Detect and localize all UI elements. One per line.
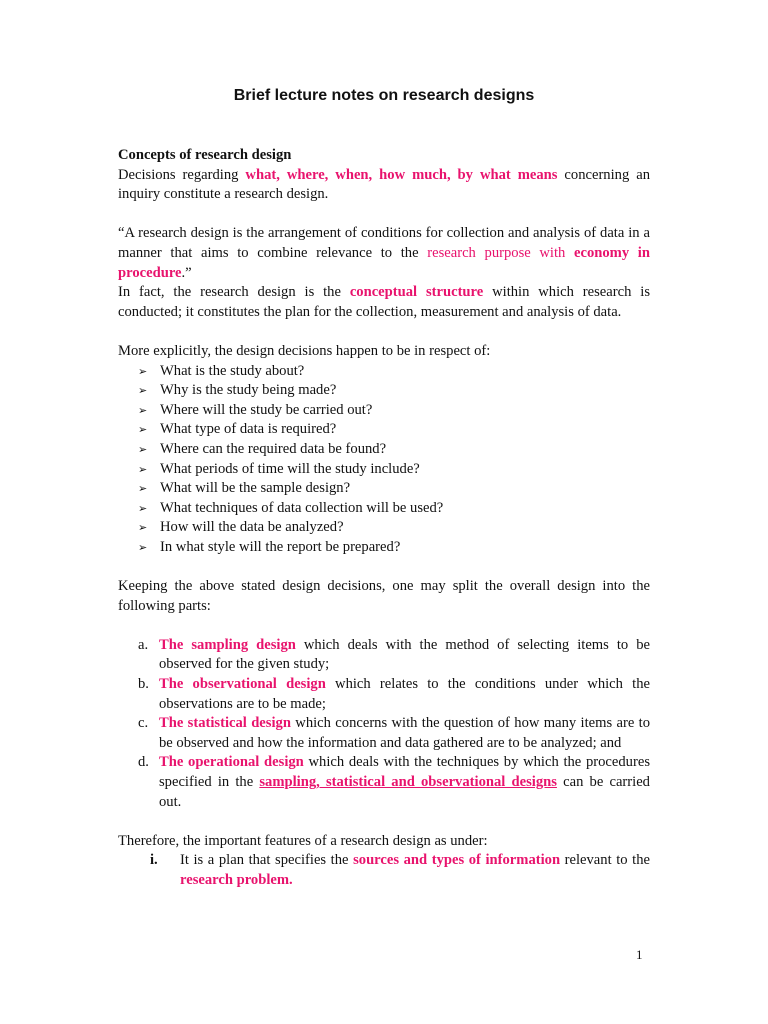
list-item: ➢ What periods of time will the study include? — [138, 460, 650, 480]
split-intro: Keeping the above stated design decisions, one may split the overall design into the following parts: — [118, 578, 650, 614]
list-item: ➢ Where will the study be carried out? — [138, 401, 650, 421]
list-item: b. The observational design which relates to the conditions under which the observations are to be made; — [138, 676, 651, 712]
highlight-designs-underlined: sampling, statistical and observational designs — [259, 774, 557, 790]
document-body — [118, 146, 650, 891]
list-item: i. It is a plan that specifies the sources and types of information relevant to the research problem. — [150, 852, 650, 888]
list-item: a. The sampling design which deals with the method of selecting items to be observed for the given study; — [138, 636, 650, 673]
list-item: ➢ What techniques of data collection will be used? — [138, 499, 650, 519]
design-questions-list — [118, 362, 650, 558]
list-item: ➢ What is the study about? — [138, 362, 650, 382]
list-item: c. The statistical design which concerns with the question of how many items are to be observed and how the information and data gathered are to be analyzed; and — [138, 715, 650, 751]
list-item: ➢ How will the data be analyzed? — [138, 518, 650, 538]
list-item: ➢ Why is the study being made? — [138, 381, 650, 401]
features-intro: Therefore, the important features of a research design as under: — [118, 832, 488, 849]
fact-paragraph: In fact, the research design is the conceptual structure within which research is conducted; it constitutes the plan for the collection, measurement and analysis of data. — [118, 284, 650, 320]
list-item: ➢ Where can the required data be found? — [138, 440, 650, 460]
explicit-intro: More explicitly, the design decisions happen to be in respect of: — [118, 342, 491, 359]
list-item: ➢ What will be the sample design? — [138, 479, 650, 499]
features-list — [118, 851, 650, 890]
highlight-conceptual-structure: conceptual structure — [349, 284, 484, 301]
highlight-decisions: what, where, when, how much, by what means — [245, 166, 558, 183]
highlight-economy: economy in procedure — [118, 244, 650, 281]
section-heading: Concepts of research design — [118, 147, 292, 163]
highlight-research-purpose: research purpose with — [427, 244, 566, 261]
page-number: 1 — [636, 947, 643, 962]
quote-paragraph: “A research design is the arrangement of conditions for collection and analysis of data in a manner that aims to combine relevance to the research purpose with economy in procedure.” — [118, 225, 650, 281]
document-title: Brief lecture notes on research designs — [233, 87, 535, 104]
definition-paragraph: Decisions regarding what, where, when, how much, by what means concerning an inquiry constitute a research design. — [118, 166, 650, 203]
list-item: ➢ In what style will the report be prepared? — [138, 538, 650, 558]
design-parts-list — [118, 636, 650, 812]
list-item: ➢ What type of data is required? — [138, 420, 650, 440]
list-item: d. The operational design which deals with the techniques by which the procedures specified in the sampling, statistical and observational designs can be carried out. — [138, 754, 650, 810]
